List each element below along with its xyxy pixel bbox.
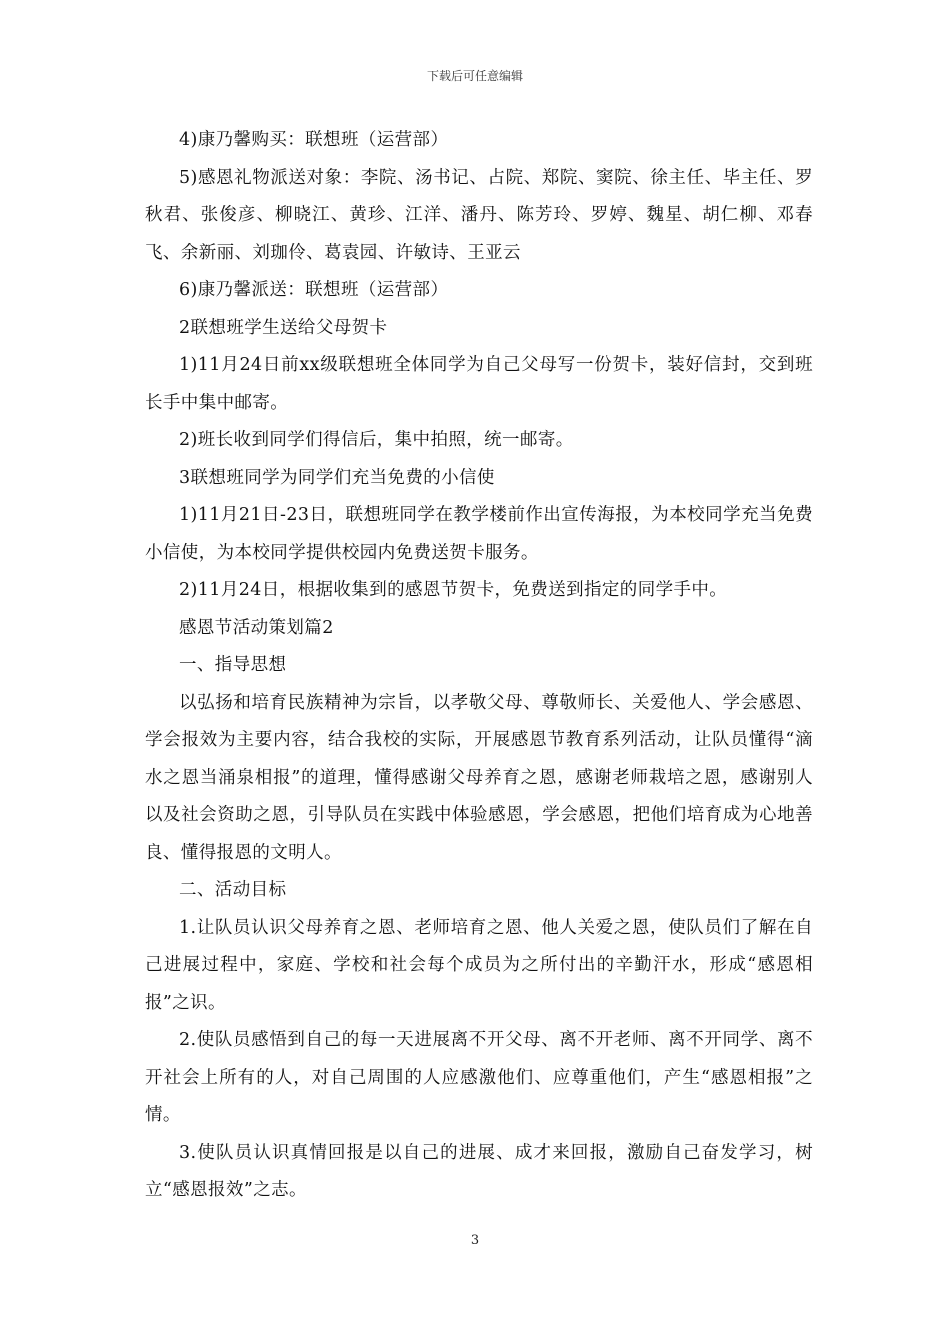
paragraph: 5)感恩礼物派送对象：李院、汤书记、占院、郑院、窦院、徐主任、毕主任、罗秋君、张俊彦、柳晓江、黄珍、江洋、潘丹、陈芳玲、罗婷、魏星、胡仁柳、邓春飞、余新丽、刘珈伶、葛袁园、许敏诗、王亚云: [145, 167, 813, 263]
section-heading: 3联想班同学为同学们充当免费的小信使: [179, 467, 495, 488]
paragraph: 2)11月24日，根据收集到的感恩节贺卡，免费送到指定的同学手中。: [179, 580, 728, 600]
paragraph: 1.让队员认识父母养育之恩、老师培育之恩、他人关爱之恩，使队员们了解在自己进展过程中，家庭、学校和社会每个成员为之所付出的辛勤汗水，形成“感恩相报”之识。: [145, 917, 813, 1013]
paragraph: 3.使队员认识真情回报是以自己的进展、成才来回报，激励自己奋发学习，树立“感恩报效”之志。: [145, 1142, 813, 1200]
section-heading: 2联想班学生送给父母贺卡: [179, 317, 388, 338]
paragraph: 以弘扬和培育民族精神为宗旨，以孝敬父母、尊敬师长、关爱他人、学会感恩、学会报效为主要内容，结合我校的实际，开展感恩节教育系列活动，让队员懂得“滴水之恩当涌泉相报”的道理，懂得感谢父母养育之恩，感谢老师栽培之恩，感谢别人以及社会资助之恩，引导队员在实践中体验感恩，学会感恩，把他们培育成为心地善良、懂得报恩的文明人。: [145, 692, 813, 863]
paragraph: 2)班长收到同学们得信后，集中拍照，统一邮寄。: [179, 430, 574, 450]
paragraph: 2.使队员感悟到自己的每一天进展离不开父母、离不开老师、离不开同学、离不开社会上所有的人，对自己周围的人应感激他们、应尊重他们，产生“感恩相报”之情。: [145, 1030, 813, 1125]
paragraph: 1)11月21日-23日，联想班同学在教学楼前作出宣传海报，为本校同学充当免费小信使，为本校同学提供校园内免费送贺卡服务。: [145, 505, 813, 563]
section-heading: 二、活动目标: [179, 880, 287, 900]
document-body: [145, 122, 813, 1210]
paragraph: 6)康乃馨派送：联想班（运营部）: [179, 280, 449, 300]
page-header: 下载后可任意编辑: [426, 69, 523, 83]
section-heading: 一、指导思想: [179, 655, 287, 675]
page-number: 3: [470, 1233, 480, 1248]
paragraph: 4)康乃馨购买：联想班（运营部）: [179, 130, 449, 150]
paragraph: 1)11月24日前xx级联想班全体同学为自己父母写一份贺卡，装好信封，交到班长手中集中邮寄。: [145, 355, 813, 413]
article-title: 感恩节活动策划篇2: [179, 617, 334, 638]
